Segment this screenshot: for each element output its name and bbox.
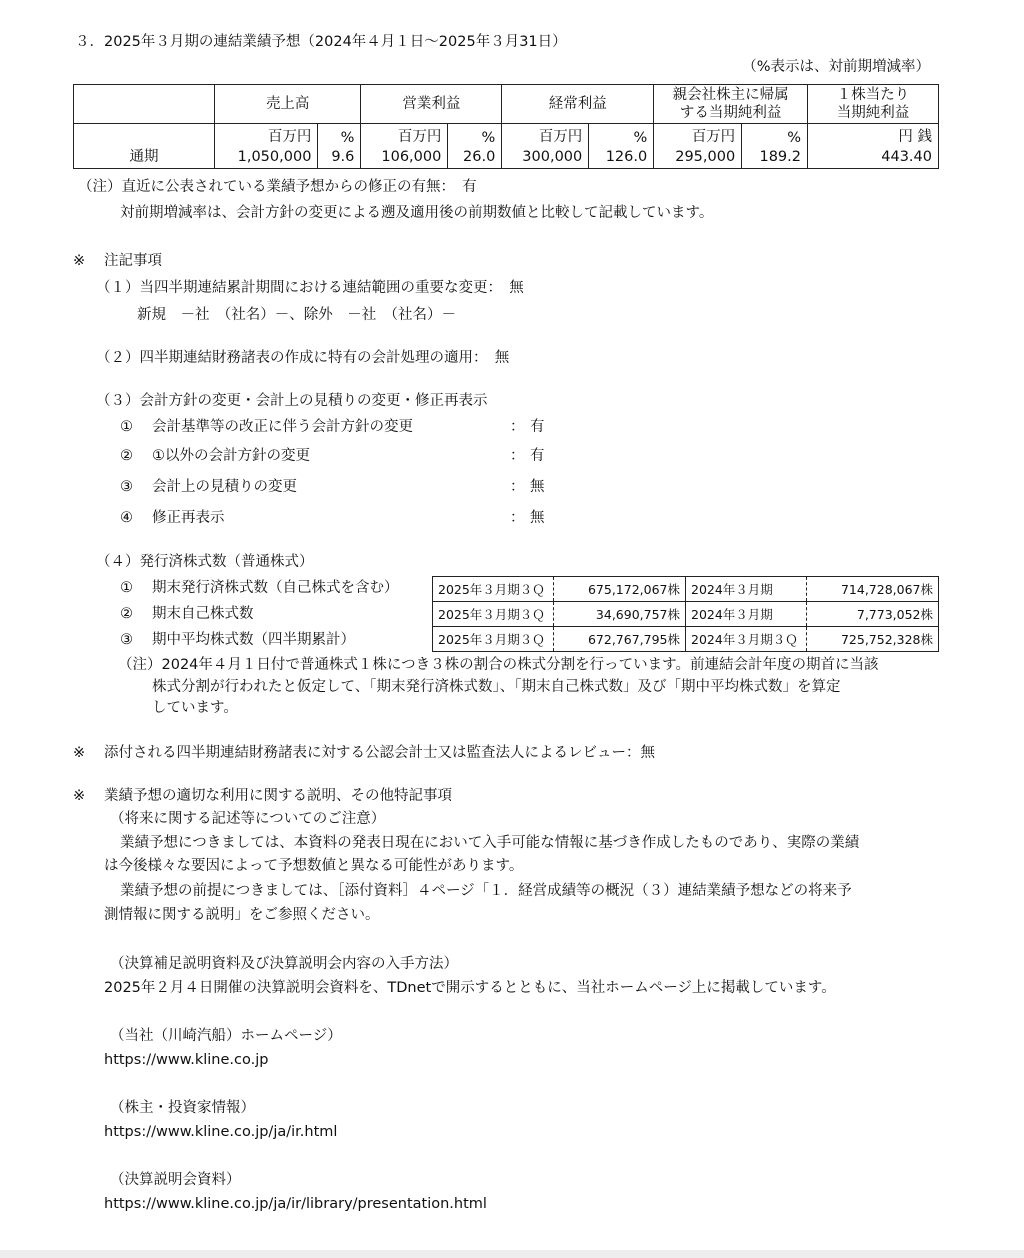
review-statement: 添付される四半期連結財務諸表に対する公認会計士又は監査法人によるレビュー：無	[104, 745, 655, 761]
policy-item-num: ③	[120, 479, 133, 495]
percent-note: （%表示は、対前期増減率）	[742, 59, 930, 75]
page-bottom-edge	[0, 1250, 1024, 1258]
value: 295,000	[654, 146, 742, 169]
split-note: （注）2024年４月１日付で普通株式１株につき３株の割合の株式分割を行っています。前連結会計年度の期首に当該	[118, 657, 879, 673]
policy-item-num: ②	[120, 448, 133, 464]
period: 2025年３月期３Ｑ	[433, 627, 554, 652]
presentation-link[interactable]: https://www.kline.co.jp/ja/ir/library/presentation.html	[104, 1196, 487, 1212]
shares-value: 675,172,067株	[554, 577, 686, 602]
value: 106,000	[361, 146, 448, 169]
item-1: （１）当四半期連結累計期間における連結範囲の重要な変更： 無	[96, 280, 524, 296]
policy-item-colon: ：	[510, 419, 525, 435]
ir-link[interactable]: https://www.kline.co.jp/ja/ir.html	[104, 1124, 338, 1140]
item-4: （４）発行済株式数（普通株式）	[96, 554, 314, 570]
table-row	[74, 146, 939, 169]
unit: %	[448, 124, 502, 147]
notes-mark: ※	[73, 253, 86, 269]
table-row	[433, 602, 939, 627]
policy-item-num: ④	[120, 510, 133, 526]
homepage-link[interactable]: https://www.kline.co.jp	[104, 1052, 269, 1068]
period: 2025年３月期３Ｑ	[433, 577, 554, 602]
policy-item-colon: ：	[510, 479, 525, 495]
notes-heading: 注記事項	[104, 253, 162, 269]
header-eps: １株当たり 当期純利益	[808, 85, 939, 124]
unit: %	[589, 124, 654, 147]
header-net-profit: 親会社株主に帰属 する当期純利益	[654, 85, 808, 124]
period: 2024年３月期	[686, 602, 807, 627]
shares-value: 714,728,067株	[807, 577, 939, 602]
unit: 円 銭	[808, 124, 939, 147]
shares-value: 672,767,795株	[554, 627, 686, 652]
policy-item-value: 有	[530, 419, 545, 435]
forecast-table	[73, 84, 939, 169]
policy-item-label: 会計基準等の改正に伴う会計方針の変更	[152, 419, 413, 435]
item-num: ②	[120, 606, 133, 622]
table-row	[433, 627, 939, 652]
value: 126.0	[589, 146, 654, 169]
policy-item-colon: ：	[510, 510, 525, 526]
shares-value: 725,752,328株	[807, 627, 939, 652]
table-row	[433, 577, 939, 602]
split-note: しています。	[152, 700, 238, 716]
period: 2024年３月期	[686, 577, 807, 602]
homepage-heading: （当社（川崎汽船）ホームページ）	[110, 1028, 342, 1044]
value: 443.40	[808, 146, 939, 169]
unit: 百万円	[502, 124, 589, 147]
unit: 百万円	[654, 124, 742, 147]
item-num: ①	[120, 580, 133, 596]
section-title: ３．2025年３月期の連結業績予想（2024年４月１日～2025年３月31日）	[75, 34, 567, 50]
policy-item-label: ①以外の会計方針の変更	[152, 448, 310, 464]
presentation-heading: （決算説明会資料）	[110, 1172, 241, 1188]
unit: %	[742, 124, 808, 147]
policy-item-value: 無	[530, 510, 545, 526]
item-3: （３）会計方針の変更・会計上の見積りの変更・修正再表示	[96, 393, 488, 409]
ir-heading: （株主・投資家情報）	[110, 1100, 255, 1116]
header-operating-profit: 営業利益	[361, 85, 502, 124]
header-ordinary-profit: 経常利益	[502, 85, 654, 124]
value: 189.2	[742, 146, 808, 169]
item-num: ③	[120, 632, 133, 648]
item-1-sub: 新規 －社 （社名）－、除外 －社 （社名）－	[137, 307, 456, 323]
note-comparison: 対前期増減率は、会計方針の変更による遡及適用後の前期数値と比較して記載しています。	[120, 205, 714, 221]
future-text: 業績予想の前提につきましては、［添付資料］４ページ「１．経営成績等の概況（３）連結業績予想などの将来予	[120, 883, 852, 899]
value: 300,000	[502, 146, 589, 169]
unit: 百万円	[215, 124, 318, 147]
policy-item-label: 修正再表示	[152, 510, 225, 526]
split-note: 株式分割が行われたと仮定して、「期末発行済株式数」、「期末自己株式数」及び「期中平均株式数」を算定	[152, 679, 841, 695]
item-2: （２）四半期連結財務諸表の作成に特有の会計処理の適用： 無	[96, 350, 510, 366]
row-label: 通期	[74, 146, 215, 169]
policy-item-value: 有	[530, 448, 545, 464]
shares-value: 7,773,052株	[807, 602, 939, 627]
unit: 百万円	[361, 124, 448, 147]
value: 26.0	[448, 146, 502, 169]
future-text: 測情報に関する説明」をご参照ください。	[104, 907, 380, 923]
future-text: 業績予想につきましては、本資料の発表日現在において入手可能な情報に基づき作成したものであり、実際の業績	[120, 835, 860, 851]
policy-item-num: ①	[120, 419, 133, 435]
note-revision: （注）直近に公表されている業績予想からの修正の有無： 有	[78, 179, 477, 195]
value: 1,050,000	[215, 146, 318, 169]
future-heading: （将来に関する記述等についてのご注意）	[110, 811, 386, 827]
item-label: 期末発行済株式数（自己株式を含む）	[152, 580, 399, 596]
policy-item-value: 無	[530, 479, 545, 495]
supplementary-heading: （決算補足説明資料及び決算説明会内容の入手方法）	[110, 956, 458, 972]
unit: %	[318, 124, 361, 147]
item-label: 期中平均株式数（四半期累計）	[152, 632, 355, 648]
shares-value: 34,690,757株	[554, 602, 686, 627]
supplementary-text: 2025年２月４日開催の決算説明会資料を、TDnetで開示するとともに、当社ホームページ上に掲載しています。	[104, 980, 836, 996]
shares-table	[432, 576, 939, 652]
policy-item-colon: ：	[510, 448, 525, 464]
header-sales: 売上高	[215, 85, 361, 124]
item-label: 期末自己株式数	[152, 606, 254, 622]
period: 2024年３月期３Ｑ	[686, 627, 807, 652]
value: 9.6	[318, 146, 361, 169]
explain-mark: ※	[73, 788, 86, 804]
review-mark: ※	[73, 745, 86, 761]
policy-item-label: 会計上の見積りの変更	[152, 479, 297, 495]
future-text: は今後様々な要因によって予想数値と異なる可能性があります。	[104, 858, 524, 874]
period: 2025年３月期３Ｑ	[433, 602, 554, 627]
explain-heading: 業績予想の適切な利用に関する説明、その他特記事項	[104, 788, 452, 804]
